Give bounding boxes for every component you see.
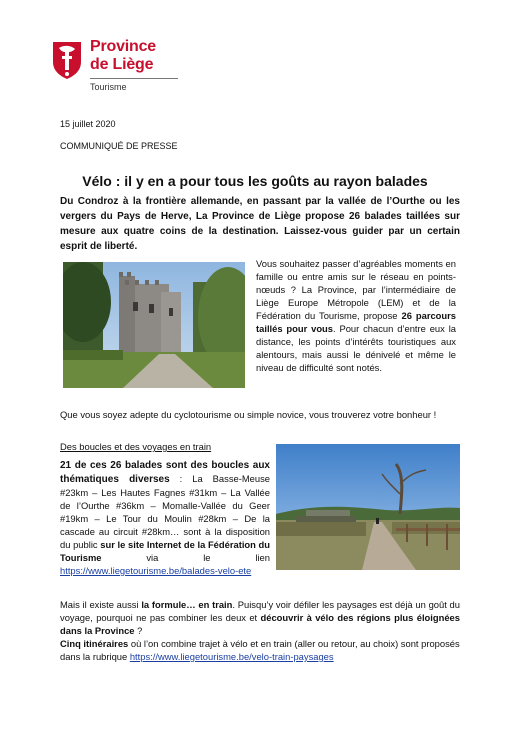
boucles-text-a: : La Basse-Meuse #23km – Les Hautes Fagnes #31km – La Vallée de l’Ourthe #36km – Momalle-Vallée du Geer #19km – Le Tour du Moulin #28km – De la cascade au circuit #28km… sont à la disposition du public [60,473,270,550]
bonheur-paragraph: Que vous soyez adepte du cyclotourisme ou simple novice, vous trouverez votre bonheur ! [60,409,437,420]
itineraires-text: où l’on combine trajet à vélo et en train (aller ou retour, au choix) sont proposés dans la rubrique [60,638,460,662]
intro-text-b: . Pour chacun d’entre eux la distance, les points d’intérêts touristiques aux alentours, mais aussi le dénivelé et même le niveau de difficulté sont notés. [256,323,456,373]
intro-paragraph [256,257,456,374]
province-coat-of-arms-icon [50,40,84,80]
train-text-c: ? [134,625,143,636]
train-text-b: . Puisqu’y voir défiler les paysages est déjà un goût du voyage, pourquoi ne pas combiner les deux et [60,599,460,623]
train-bold-b: découvrir à vélo des régions plus éloignées dans la Province [60,612,460,636]
velo-train-link[interactable]: https://www.liegetourisme.be/velo-train-paysages [129,651,334,662]
train-text-a: Mais il existe aussi [60,599,142,610]
itineraires-bold: Cinq itinéraires [60,638,129,649]
logo-divider [90,78,178,79]
cycle-path-photo [276,444,460,570]
press-date: 15 juillet 2020 [60,119,116,129]
boucles-text-b: via le lien [101,552,270,563]
boucles-bold-a: 21 de ces 26 balades sont des boucles aux thématiques diverses [60,460,270,485]
logo-text-de-liege: de Liège [90,56,154,73]
train-paragraph [60,598,460,637]
logo-subtitle: Tourisme [90,82,127,92]
train-bold-a: la formule… en train [141,599,233,610]
logo-text-province: Province [90,38,156,55]
intro-text-a: Vous souhaitez passer d’agréables moments en famille ou entre amis sur le réseau en points-nœuds ? La Province, par l’intermédiaire de Liège Europe Métropole (LEM) et de la Fédération du Tourisme, propose [256,258,456,321]
boucles-bold-b: sur le site Internet de la Fédération du Tourisme [60,539,270,563]
boucles-paragraph [60,458,270,577]
page-title: Vélo : il y en a pour tous les goûts au rayon balades [82,173,428,189]
section-heading: Des boucles et des voyages en train [60,441,212,452]
lead-paragraph: Du Condroz à la frontière allemande, en passant par la vallée de l’Ourthe ou les vergers du Pays de Herve, La Province de Liège propose 26 balades taillées sur mesure aux quatre coins de la destination. Laissez-vous guider par un certain esprit de liberté. [60,196,460,252]
balades-velo-link[interactable]: https://www.liegetourisme.be/balades-velo-ete [60,565,252,576]
document-type: COMMUNIQUÉ DE PRESSE [60,141,178,151]
castle-tower-photo [63,262,245,388]
intro-bold: 26 parcours taillés pour vous [256,310,457,334]
itineraires-paragraph [60,637,460,663]
